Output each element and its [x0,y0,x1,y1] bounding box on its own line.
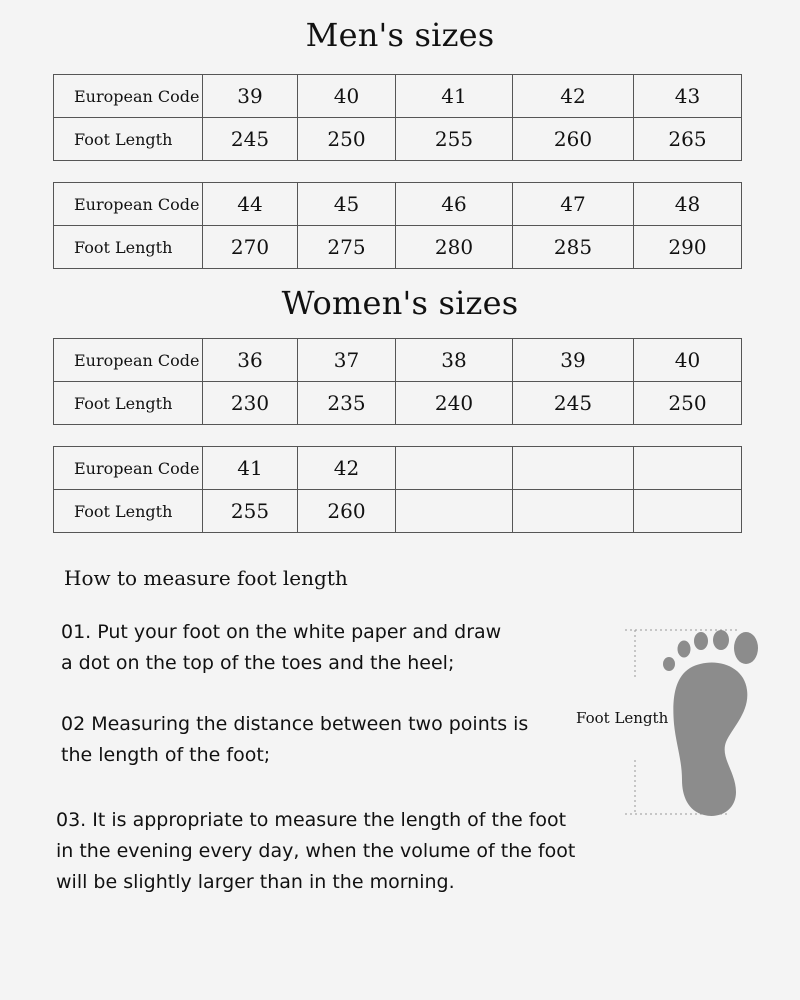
table-cell: 36 [203,339,298,382]
table-cell: 255 [396,118,513,161]
table-cell [396,447,513,490]
row-label: European Code [54,75,203,118]
mens-size-table-2 [53,182,742,269]
step-line: 02 Measuring the distance between two points is [61,713,529,735]
step-line: 01. Put your foot on the white paper and draw [61,621,502,643]
table-cell: 38 [396,339,513,382]
table-cell: 47 [513,183,634,226]
measure-step-2 [61,709,528,771]
row-label: European Code [54,447,203,490]
table-cell: 44 [203,183,298,226]
table-cell: 41 [203,447,298,490]
step-line: the length of the foot; [61,744,271,766]
table-row [54,490,742,533]
table-cell: 260 [513,118,634,161]
table-row [54,382,742,425]
table-cell: 245 [203,118,298,161]
table-cell [396,490,513,533]
table-cell: 43 [634,75,742,118]
table-cell: 265 [634,118,742,161]
table-cell: 270 [203,226,298,269]
row-label: European Code [54,339,203,382]
table-cell: 39 [203,75,298,118]
table-cell [634,490,742,533]
table-row [54,447,742,490]
table-cell: 235 [298,382,396,425]
table-cell [513,490,634,533]
womens-sizes-heading: Women's sizes [281,284,519,322]
mens-sizes-heading: Men's sizes [305,16,495,54]
table-cell [634,447,742,490]
row-label: Foot Length [54,382,203,425]
table-cell: 41 [396,75,513,118]
table-cell: 250 [298,118,396,161]
table-row [54,118,742,161]
row-label: Foot Length [54,118,203,161]
footprint-shape [663,630,758,816]
table-cell: 40 [634,339,742,382]
table-cell: 40 [298,75,396,118]
table-cell [513,447,634,490]
table-cell: 280 [396,226,513,269]
table-cell: 240 [396,382,513,425]
table-cell: 245 [513,382,634,425]
footprint-icon [620,620,770,825]
table-cell: 230 [203,382,298,425]
row-label: European Code [54,183,203,226]
table-cell: 45 [298,183,396,226]
table-cell: 285 [513,226,634,269]
step-line: will be slightly larger than in the morning. [56,871,455,893]
table-row [54,75,742,118]
table-cell: 42 [513,75,634,118]
table-cell: 260 [298,490,396,533]
row-label: Foot Length [54,490,203,533]
step-line: a dot on the top of the toes and the heel; [61,652,455,674]
table-row [54,226,742,269]
table-cell: 250 [634,382,742,425]
table-cell: 255 [203,490,298,533]
table-cell: 290 [634,226,742,269]
step-line: in the evening every day, when the volume of the foot [56,840,576,862]
row-label: Foot Length [54,226,203,269]
measure-step-1 [61,617,501,679]
mens-size-table-1 [53,74,742,161]
table-cell: 275 [298,226,396,269]
womens-size-table-1 [53,338,742,425]
measure-step-3 [56,805,575,898]
foot-length-label: Foot Length [576,709,669,727]
step-line: 03. It is appropriate to measure the length of the foot [56,809,567,831]
table-cell: 37 [298,339,396,382]
table-cell: 48 [634,183,742,226]
measure-instructions-title: How to measure foot length [64,566,348,590]
table-cell: 46 [396,183,513,226]
table-row [54,339,742,382]
table-cell: 42 [298,447,396,490]
womens-size-table-2 [53,446,742,533]
table-cell: 39 [513,339,634,382]
table-row [54,183,742,226]
